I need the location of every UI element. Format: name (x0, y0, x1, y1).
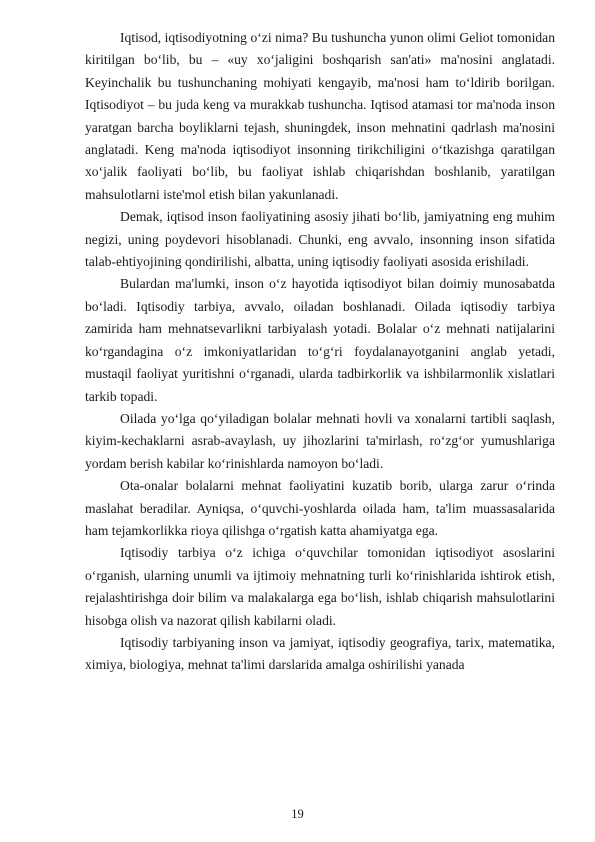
paragraph-2: Demak, iqtisod inson faoliyatining asosiy jihati bo‘lib, jamiyatning eng muhim negizi, uning poydevori hisoblanadi. Chunki, eng avvalo, insonning inson sifatida talab-ehtiyojining qondirilishi, albatta, uning iqtisodiy faoliyati asosida erishiladi. (85, 209, 555, 270)
paragraph-1: Iqtisod, iqtisodiyotning o‘zi nima? Bu tushuncha yunon olimi Geliot tomonidan kiritilgan bo‘lib, bu – «uy xo‘jaligini boshqarish san'ati» ma'nosini anglatadi. Keyinchalik bu tushunchaning mohiyati kengayib, ma'nosi ham to‘ldirib borilgan. Iqtisodiyot – bu juda keng va murakkab tushuncha. Iqtisod atamasi tor ma'noda inson yaratgan barcha boyliklarni tejash, shuningdek, inson mehnatini qadrlash ma'nosini anglatadi. Keng ma'noda iqtisodiyot insonning tirikchiligini o‘tkazishga qaratilgan xo‘jalik faoliyati bo‘lib, bu faoliyat ishlab chiqarishdan boshlanib, yaratilgan mahsulotlarni iste'mol etish bilan yakunlanadi. (85, 30, 555, 202)
paragraph-4: Oilada yo‘lga qo‘yiladigan bolalar mehnati hovli va xonalarni tartibli saqlash, kiyim-kechaklarni asrab-avaylash, uy jihozlarini ta'mirlash, ro‘zg‘or yumushlariga yordam berish kabilar ko‘rinishlarda namoyon bo‘ladi. (85, 410, 555, 471)
paragraph-6: Iqtisodiy tarbiya o‘z ichiga o‘quvchilar tomonidan iqtisodiyot asoslarini o‘rganish, ularning unumli va ijtimoiy mehnatning turli ko‘rinishlarida ishtirok etish, rejalashtirishga doir bilim va malakalarga ega bo‘lish, ishlab chiqarish mahsulotlarini hisobga olish va nazorat qilish kabilarni oladi. (85, 545, 555, 628)
paragraph-3: Bulardan ma'lumki, inson o‘z hayotida iqtisodiyot bilan doimiy munosabatda bo‘ladi. Iqtisodiy tarbiya, avvalo, oiladan boshlanadi. Oilada iqtisodiy tarbiya zamirida ham mehnatsevarlikni tarbiyalash yotadi. Bolalar o‘z mehnati natijalarini ko‘rgandagina o‘z imkoniyatlaridan to‘g‘ri foydalanayotganini anglab yetadi, mustaqil faoliyat yuritishni o‘rganadi, ularda tadbirkorlik va ishbilarmonlik xislatlari tarkib topadi. (85, 276, 555, 404)
paragraph-7: Iqtisodiy tarbiyaning inson va jamiyat, iqtisodiy geografiya, tarix, matematika, ximiya, biologiya, mehnat ta'limi darslarida amalga oshirilishi yanada (85, 634, 555, 673)
page-number: 19 (291, 807, 304, 821)
paragraph-5: Ota-onalar bolalarni mehnat faoliyatini kuzatib borib, ularga zarur o‘rinda maslahat beradilar. Ayniqsa, o‘quvchi-yoshlarda oilada ham, ta'lim muassasalarida ham tejamkorlikka rioya qilishga o‘rgatish katta ahamiyatga ega. (85, 478, 555, 538)
document-body (85, 27, 555, 677)
